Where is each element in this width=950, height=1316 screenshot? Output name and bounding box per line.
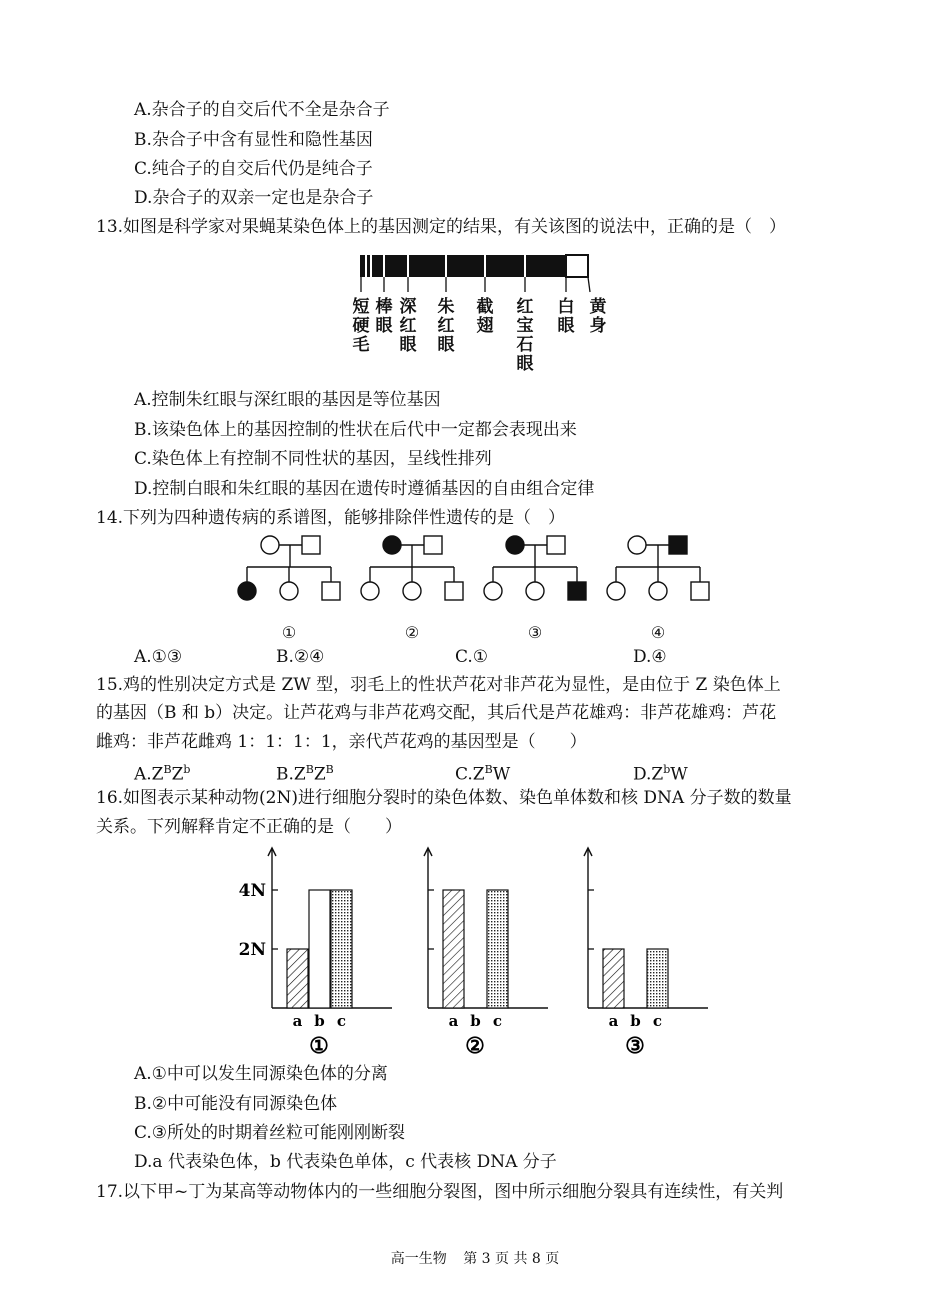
gene-label-4: 朱红眼 bbox=[437, 297, 455, 355]
q15-stem-line1: 15.鸡的性别决定方式是 ZW 型，羽毛上的性状芦花对非芦花为显性，是由位于 Z 染色体上 bbox=[96, 675, 781, 695]
q12-option-a: A.杂合子的自交后代不全是杂合子 bbox=[134, 100, 390, 120]
q13-option-b: B.该染色体上的基因控制的性状在后代中一定都会表现出来 bbox=[134, 420, 577, 440]
pedigree-diagrams bbox=[228, 530, 728, 650]
category-label: c bbox=[652, 1012, 663, 1030]
category-label: a bbox=[448, 1012, 459, 1030]
q16-stem-line1: 16.如图表示某种动物(2N)进行细胞分裂时的染色体数、染色单体数和核 DNA 分子数的数量 bbox=[96, 788, 792, 808]
gene-label-5: 截翅 bbox=[476, 297, 494, 336]
q17-stem: 17.以下甲~丁为某高等动物体内的一些细胞分裂图，图中所示细胞分裂具有连续性，有关判 bbox=[96, 1182, 784, 1202]
bar-c bbox=[331, 890, 352, 1008]
chromosome-bar bbox=[360, 255, 588, 277]
chart-3 bbox=[584, 848, 708, 1059]
category-label: c bbox=[336, 1012, 347, 1030]
bar-b bbox=[309, 890, 330, 1008]
chart-2 bbox=[424, 848, 548, 1059]
bar-a bbox=[443, 890, 464, 1008]
gene-label-2: 棒眼 bbox=[375, 297, 393, 336]
q14-option-b: B.②④ bbox=[276, 647, 325, 667]
q16-option-c: C.③所处的时期着丝粒可能刚刚断裂 bbox=[134, 1123, 406, 1143]
q13-option-a: A.控制朱红眼与深红眼的基因是等位基因 bbox=[134, 390, 441, 410]
gene-label-8: 黄身 bbox=[589, 297, 607, 336]
pedigree-4 bbox=[607, 536, 709, 600]
q16-option-b: B.②中可能没有同源染色体 bbox=[134, 1094, 338, 1114]
q12-option-c: C.纯合子的自交后代仍是纯合子 bbox=[134, 159, 373, 179]
footer-subject: 高一生物 bbox=[390, 1251, 447, 1267]
category-label: b bbox=[630, 1012, 641, 1030]
q15-options bbox=[0, 759, 950, 785]
pedigree-2 bbox=[361, 536, 463, 600]
bar-c bbox=[647, 949, 668, 1008]
pedigree-label-4: ④ bbox=[650, 623, 666, 642]
bar-charts bbox=[230, 840, 730, 1060]
q15-option-a: $A.Z^BZ^b$ bbox=[134, 763, 191, 785]
gene-label-3: 深红眼 bbox=[399, 297, 417, 355]
category-label: a bbox=[292, 1012, 303, 1030]
bar-a bbox=[287, 949, 308, 1008]
gene-label-7: 白眼 bbox=[557, 297, 575, 336]
pedigree-label-3: ③ bbox=[527, 623, 543, 642]
pedigree-label-1: ① bbox=[281, 623, 297, 642]
chart-title: ① bbox=[309, 1033, 329, 1059]
q14-option-a: A.①③ bbox=[134, 647, 183, 667]
q13-option-c: C.染色体上有控制不同性状的基因，呈线性排列 bbox=[134, 449, 492, 469]
category-label: b bbox=[470, 1012, 481, 1030]
chromosome-gene-map bbox=[340, 250, 630, 385]
gene-label-6: 红宝石眼 bbox=[516, 297, 534, 374]
q15-option-d: $D.Z^bW$ bbox=[633, 763, 688, 785]
pedigree-label-2: ② bbox=[404, 623, 420, 642]
q14-option-c: C.① bbox=[455, 647, 489, 667]
y-tick-label: 4N bbox=[238, 881, 266, 901]
chart-title: ③ bbox=[625, 1033, 645, 1059]
q13-option-d: D.控制白眼和朱红眼的基因在遗传时遵循基因的自由组合定律 bbox=[134, 479, 595, 499]
footer-page: 第 3 页 共 8 页 bbox=[463, 1251, 560, 1267]
bar-c bbox=[487, 890, 508, 1008]
y-tick-label: 2N bbox=[238, 940, 266, 960]
pedigree-3 bbox=[484, 536, 586, 600]
pedigree-1 bbox=[238, 536, 340, 600]
q15-stem-line3: 雌鸡：非芦花雌鸡 1：1：1：1，亲代芦花鸡的基因型是（ ） bbox=[96, 732, 587, 752]
q12-option-d: D.杂合子的双亲一定也是杂合子 bbox=[134, 188, 374, 208]
q16-option-a: A.①中可以发生同源染色体的分离 bbox=[134, 1064, 388, 1084]
chart-title: ② bbox=[465, 1033, 485, 1059]
q14-options bbox=[0, 646, 950, 668]
q16-option-d: D.a 代表染色体，b 代表染色单体，c 代表核 DNA 分子 bbox=[134, 1152, 557, 1172]
gene-label-1: 短硬毛 bbox=[352, 297, 370, 355]
category-label: a bbox=[608, 1012, 619, 1030]
q15-option-b: $B.Z^BZ^B$ bbox=[276, 763, 334, 785]
q14-option-d: D.④ bbox=[633, 647, 667, 667]
q14-stem: 14.下列为四种遗传病的系谱图，能够排除伴性遗传的是（ ） bbox=[96, 508, 566, 528]
page-footer bbox=[0, 1248, 950, 1268]
q12-option-b: B.杂合子中含有显性和隐性基因 bbox=[134, 130, 373, 150]
bar-a bbox=[603, 949, 624, 1008]
q16-stem-line2: 关系。下列解释肯定不正确的是（ ） bbox=[96, 817, 402, 837]
category-label: c bbox=[492, 1012, 503, 1030]
chart-1 bbox=[239, 848, 392, 1059]
category-label: b bbox=[314, 1012, 325, 1030]
q15-option-c: $C.Z^BW$ bbox=[455, 763, 511, 785]
q13-stem: 13.如图是科学家对果蝇某染色体上的基因测定的结果，有关该图的说法中，正确的是（ ） bbox=[96, 217, 787, 237]
q15-stem-line2: 的基因（B 和 b）决定。让芦花鸡与非芦花鸡交配，其后代是芦花雄鸡：非芦花雄鸡：芦花 bbox=[96, 703, 777, 723]
